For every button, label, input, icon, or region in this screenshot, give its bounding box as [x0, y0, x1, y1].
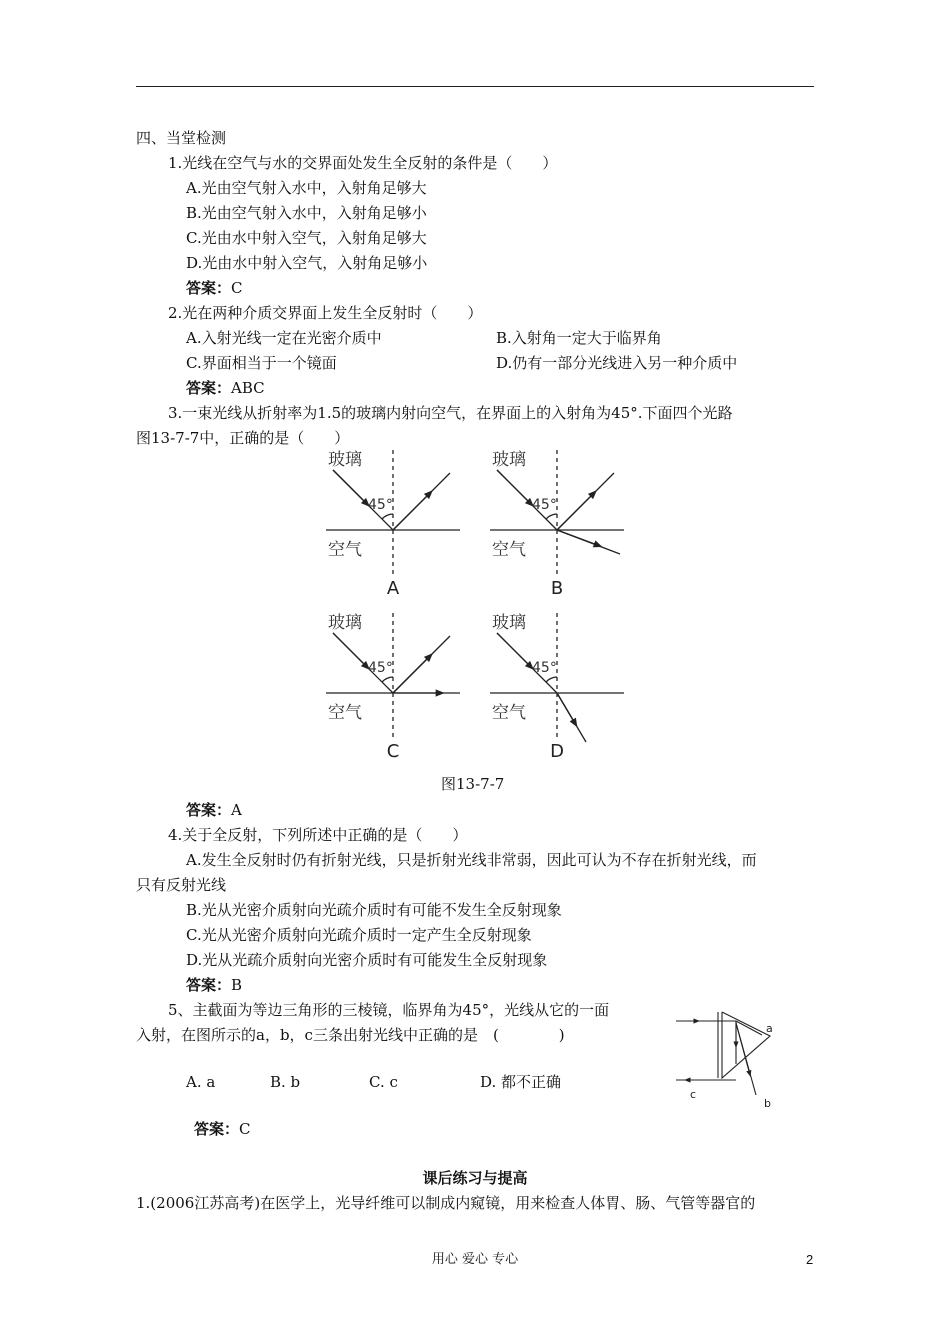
- section-heading: 四、当堂检测: [136, 129, 227, 147]
- footer-motto: 用心 爱心 专心: [431, 1252, 519, 1267]
- light-path-figure: [310, 440, 650, 780]
- panel-c-glass-label: 玻璃: [328, 613, 362, 633]
- q1-option-d: D.光由水中射入空气，入射角足够小: [186, 254, 428, 272]
- q2-option-b: B.入射角一定大于临界角: [496, 329, 662, 347]
- panel-a-glass-label: 玻璃: [328, 450, 362, 470]
- q1-stem: 1.光线在空气与水的交界面处发生全反射的条件是（ ）: [168, 154, 558, 172]
- q5-option-c: C. c: [369, 1073, 398, 1091]
- q1-option-a: A.光由空气射入水中，入射角足够大: [186, 179, 427, 197]
- q2-answer: 答案：ABC: [186, 379, 265, 397]
- panel-c-air-label: 空气: [328, 703, 362, 723]
- panel-b-air-label: 空气: [492, 540, 526, 560]
- panel-d-letter: D: [550, 741, 564, 762]
- q5-option-b: B. b: [270, 1073, 301, 1091]
- q2-option-d: D.仍有一部分光线进入另一种介质中: [496, 354, 738, 372]
- figure-caption: 图13-7-7: [441, 775, 505, 793]
- q1-option-b: B.光由空气射入水中，入射角足够小: [186, 204, 427, 222]
- q2-stem: 2.光在两种介质交界面上发生全反射时（ ）: [168, 304, 483, 322]
- q4-answer: 答案：B: [186, 976, 243, 994]
- q4-option-b: B.光从光密介质射向光疏介质时有可能不发生全反射现象: [186, 901, 562, 919]
- q3-stem-line2: 图13-7-7中，正确的是（ ）: [136, 429, 350, 447]
- panel-a-letter: A: [386, 578, 400, 599]
- panel-b-glass-label: 玻璃: [492, 450, 526, 470]
- ray-label-a: a: [766, 1022, 773, 1035]
- prism-outline: [722, 1012, 770, 1078]
- q5-stem-line1: 5、主截面为等边三角形的三棱镜，临界角为45°，光线从它的一面: [168, 1001, 610, 1019]
- page-number: 2: [806, 1252, 814, 1267]
- panel-a-angle-label: 45°: [368, 497, 393, 513]
- panel-a-air-label: 空气: [328, 540, 362, 560]
- q3-stem-line1: 3.一束光线从折射率为1.5的玻璃内射向空气，在界面上的入射角为45°.下面四个光路: [168, 404, 733, 422]
- q5-stem-line2: 入射，在图所示的a，b，c三条出射光线中正确的是 ( ): [136, 1026, 565, 1044]
- panel-c-letter: C: [386, 741, 400, 762]
- q5-option-a: A. a: [186, 1073, 216, 1091]
- after-class-title: 课后练习与提高: [422, 1169, 528, 1187]
- q4-option-c: C.光从光密介质射向光疏介质时一定产生全反射现象: [186, 926, 532, 944]
- after-class-q1: 1.(2006江苏高考)在医学上，光导纤维可以制成内窥镜，用来检查人体胃、肠、气管等器官的: [136, 1194, 756, 1212]
- q4-option-d: D.光从光疏介质射向光密介质时有可能发生全反射现象: [186, 951, 548, 969]
- ray-label-b: b: [764, 1097, 771, 1110]
- panel-b-angle-label: 45°: [532, 497, 557, 513]
- ray-label-c: c: [690, 1088, 697, 1101]
- q1-answer: 答案：C: [186, 279, 243, 297]
- header-rule: [136, 86, 814, 87]
- q3-answer: 答案：A: [186, 801, 242, 819]
- q4-option-a-line2: 只有反射光线: [136, 876, 227, 894]
- q4-stem: 4.关于全反射，下列所述中正确的是（ ）: [168, 826, 468, 844]
- q4-option-a-line1: A.发生全反射时仍有折射光线，只是折射光线非常弱，因此可认为不存在折射光线，而: [186, 851, 757, 869]
- q5-option-d: D. 都不正确: [480, 1073, 562, 1091]
- q1-option-c: C.光由水中射入空气，入射角足够大: [186, 229, 427, 247]
- panel-b-letter: B: [550, 578, 564, 599]
- panel-d-glass-label: 玻璃: [492, 613, 526, 633]
- panel-c-angle-label: 45°: [368, 660, 393, 676]
- panel-d-air-label: 空气: [492, 703, 526, 723]
- q2-option-a: A.入射光线一定在光密介质中: [186, 329, 382, 347]
- q5-answer: 答案：C: [194, 1120, 251, 1138]
- prism-figure: [670, 1000, 790, 1115]
- panel-d-angle-label: 45°: [532, 660, 557, 676]
- q2-option-c: C.界面相当于一个镜面: [186, 354, 337, 372]
